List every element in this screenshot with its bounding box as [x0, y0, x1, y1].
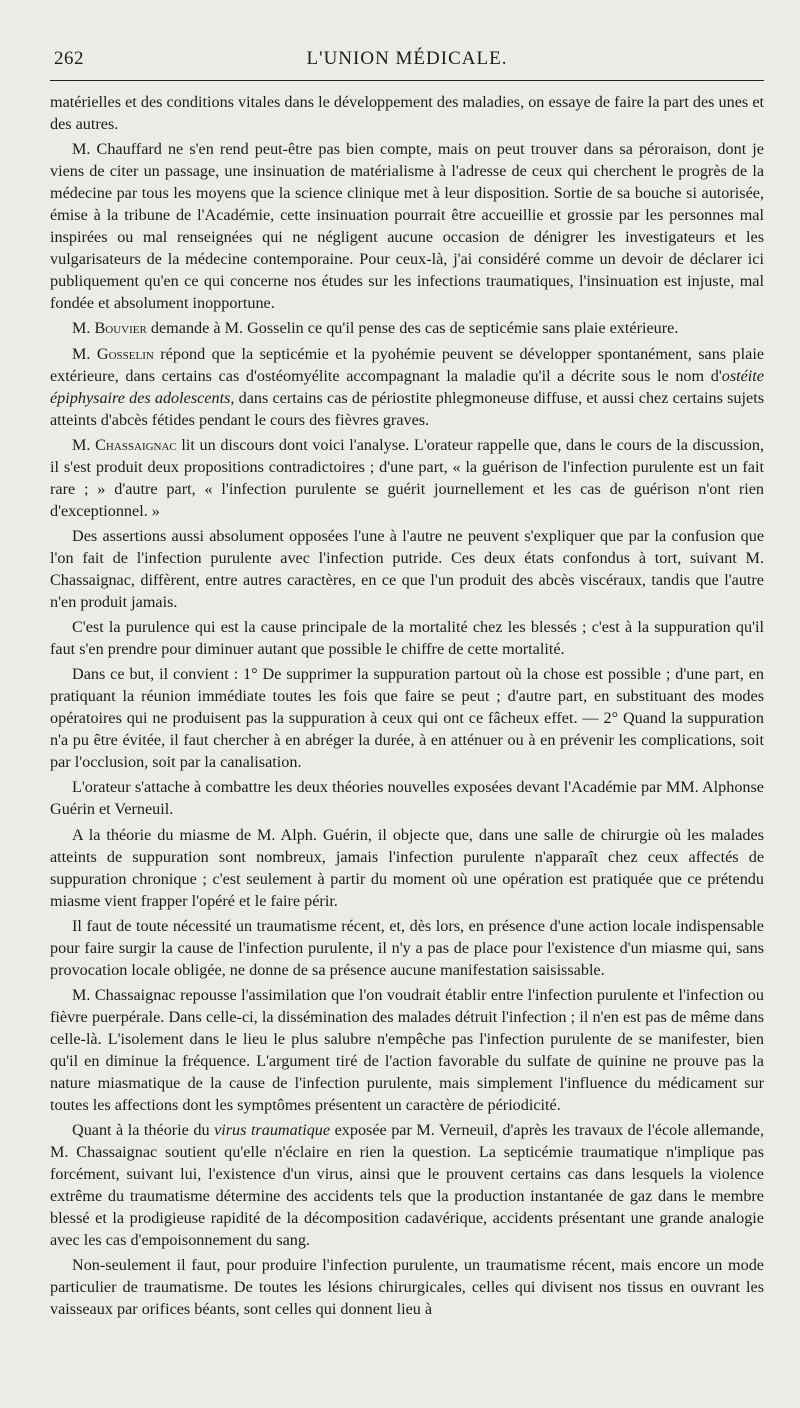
paragraph-text: Dans ce but, il convient : 1° De supprimer la suppuration partout où la chose est possible ; d'une part, en pratiquant la réunion immédiate toutes les fois que faire se peut ; d'autre part, en substituant des modes opératoires qui ne produisent pas la suppuration à ceux qui ont ce fâcheux effet. — 2° Quand la suppuration n'a pu être évitée, il faut chercher à en abréger la durée, à en atténuer ou à en prévenir les complications, soit par l'occlusion, soit par la canalisation. [50, 665, 764, 772]
header-rule [50, 80, 764, 81]
paragraph-7 [50, 616, 764, 660]
paragraph-text: matérielles et des conditions vitales dans le développement des maladies, on essaye de faire la part des unes et des autres. [50, 93, 764, 134]
paragraph-4 [50, 343, 764, 431]
page-number: 262 [54, 48, 84, 69]
paragraph-text: M. Chassaignac repousse l'assimilation que l'on voudrait établir entre l'infection purulente et l'infection ou fièvre puerpérale. Dans celle-ci, la dissémination des malades détruit l'infection ; il n'en est pas de même dans celle-là. L'isolement dans le lieu le plus salubre n'empêche pas l'infection purulente de se manifester, bien qu'il en diminue la fréquence. L'argument tiré de l'action favorable du sulfate de quinine ne prouve pas la nature miasmatique de la cause de l'infection purulente, mais simplement l'influence du médicament sur toutes les affections dont les symptômes présentent un caractère de périodicité. [50, 985, 764, 1115]
paragraph-text: Il faut de toute nécessité un traumatisme récent, et, dès lors, en présence d'une action locale indispensable pour faire surgir la cause de l'infection purulente, il n'y a pas de place pour l'existence d'un miasme qui, sans provocation locale obligée, ne donne de sa présence aucune manifestation saisissable. [50, 916, 764, 979]
paragraph-text: lit un discours dont voici l'analyse. L'orateur rappelle que, dans le cours de la discussion, il s'est produit deux propositions contradictoires ; d'une part, « la guérison de l'infection purulente est un fait rare ; » d'autre part, « l'infection purulente se guérit journellement et les cas de guérison n'ont rien d'exceptionnel. » [50, 435, 764, 520]
paragraph-text: demande à M. Gosselin ce qu'il pense des cas de septicémie sans plaie extérieure. [150, 319, 679, 338]
paragraph-text: Quant à la théorie du [72, 1121, 215, 1140]
speaker-prefix: M. [72, 435, 91, 454]
running-title: L'UNION MÉDICALE. [306, 48, 508, 69]
speaker-name: Bouvier [94, 319, 147, 338]
paragraph-6 [50, 525, 764, 613]
paragraph-text: Des assertions aussi absolument opposées l'une à l'autre ne peuvent s'expliquer que par la confusion que l'on fait de l'infection purulente avec l'infection putride. Ces deux états confondus à tort, suivant M. Chassaignac, diffèrent, entre autres caractères, en ce que l'un produit des abcès viscéraux, tandis que l'autre n'en produit jamais. [50, 526, 764, 612]
paragraph-9 [50, 776, 764, 820]
paragraph-2 [50, 138, 764, 314]
italic-term: virus traumatique [214, 1121, 331, 1140]
journal-page [50, 38, 764, 1324]
speaker-prefix: M. [72, 344, 91, 363]
paragraph-text: M. Chauffard ne s'en rend peut-être pas bien compte, mais on peut trouver dans sa péroraison, dont je viens de citer un passage, une insinuation de matérialisme à l'adresse de ceux qui cherchent le progrès de la médecine par tous les moyens que la science clinique met à leur disposition. Sortie de sa bouche si autorisée, émise à la tribune de l'Académie, cette insinuation pourrait être accueillie et grossie par les personnes mal inspirées ou mal renseignées qui ne négligent aucune occasion de dénigrer les investigateurs et les vulgarisateurs de la médecine contemporaine. Pour ceux-là, j'ai considéré comme un devoir de déclarer ici publiquement qu'en ce qui concerne nos études sur les infections traumatiques, l'insinuation est injuste, mal fondée et absolument inopportune. [50, 140, 764, 313]
paragraph-11 [50, 915, 764, 981]
paragraph-13 [50, 1119, 764, 1251]
speaker-prefix: M. [72, 319, 91, 338]
paragraph-12 [50, 984, 764, 1116]
paragraph-10 [50, 824, 764, 912]
paragraph-text: exposée par M. Verneuil, d'après les travaux de l'école allemande, M. Chassaignac soutient qu'elle n'éclaire en rien la question. La septicémie traumatique n'implique pas forcément, suivant lui, l'existence d'un virus, ainsi que le prouvent certains cas dans lesquels la violence extrême du traumatisme détermine des accidents tels que la production instantanée de gaz dans le membre blessé et la prodigieuse rapidité de la décomposition cadavérique, accidents présentant une grande analogie avec les cas d'empoisonnement du sang. [50, 1121, 764, 1250]
paragraph-text: , dans certains cas de périostite phlegmoneuse diffuse, et aussi chez certains sujets atteints d'abcès fétides pendant le cours des fièvres graves. [50, 388, 764, 429]
paragraph-text: A la théorie du miasme de M. Alph. Guérin, il objecte que, dans une salle de chirurgie où les malades atteints de suppuration sont nombreux, jamais l'infection purulente n'apparaît chez ceux affectés de suppuration chronique ; c'est seulement à partir du moment où une opération est pratiquée que ce prétendu miasme vient frapper l'opéré et le faire périr. [50, 825, 764, 910]
paragraph-14 [50, 1254, 764, 1320]
paragraph-text: C'est la purulence qui est la cause principale de la mortalité chez les blessés ; c'est à la suppuration qu'il faut s'en prendre pour diminuer autant que possible le chiffre de cette mortalité. [50, 618, 764, 659]
italic-term: ostéite épiphysaire des adolescents [50, 366, 764, 407]
speaker-name: Chassaignac [95, 435, 177, 454]
paragraph-text: répond que la septicémie et la pyohémie peuvent se développer spontanément, sans plaie extérieure, dans certains cas d'ostéomyélite accompagnant la maladie qu'il a décrite sous le nom d' [50, 344, 764, 385]
paragraph-text: L'orateur s'attache à combattre les deux théories nouvelles exposées devant l'Académie par MM. Alphonse Guérin et Verneuil. [50, 778, 764, 819]
article-body [50, 91, 764, 1321]
paragraph-3 [50, 317, 764, 339]
speaker-name: Gosselin [96, 344, 154, 363]
paragraph-1 [50, 91, 764, 135]
paragraph-5 [50, 434, 764, 522]
paragraph-text: Non-seulement il faut, pour produire l'infection purulente, un traumatisme récent, mais encore un mode particulier de traumatisme. De toutes les lésions chirurgicales, celles qui divisent nos tissus en ouvrant les vaisseaux par orifices béants, sont celles qui donnent lieu à [50, 1256, 764, 1319]
paragraph-8 [50, 663, 764, 773]
page-header [50, 38, 764, 74]
